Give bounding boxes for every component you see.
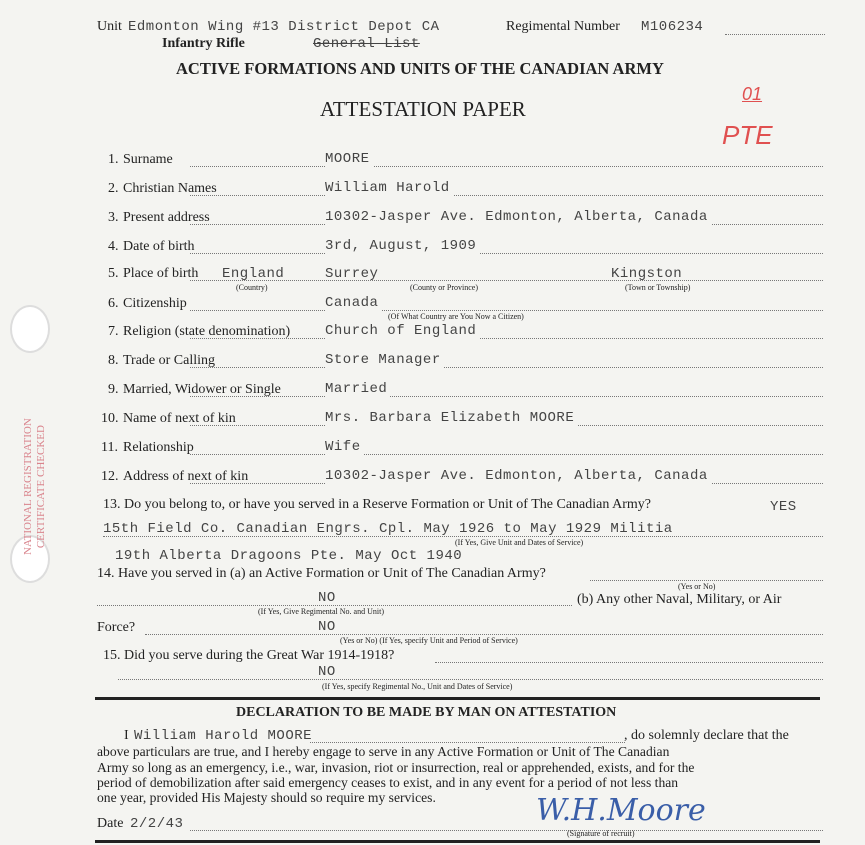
form-subtitle: ACTIVE FORMATIONS AND UNITS OF THE CANADIAN ARMY: [176, 59, 664, 78]
field-number: 2.: [108, 181, 119, 196]
q15-text: 15. Did you serve during the Great War 1914-1918?: [103, 648, 395, 663]
field-value-10: Mrs. Barbara Elizabeth MOORE: [325, 410, 577, 426]
field-label-6: Citizenship: [123, 296, 187, 311]
field-label-12: Address of next of kin: [123, 469, 249, 484]
birth-town: Kingston: [611, 266, 683, 282]
registration-stamp: NATIONAL REGISTRATION CERTIFICATE CHECKED: [22, 418, 47, 555]
red-annotation-rank: PTE: [722, 120, 773, 150]
q13-detail-2: 19th Alberta Dragoons Pte. May Oct 1940: [115, 548, 463, 564]
field-value-9: Married: [325, 381, 390, 397]
q14-text: 14. Have you served in (a) an Active Formation or Unit of The Canadian Army?: [97, 566, 546, 581]
punch-hole: [10, 305, 50, 353]
red-annotation-top: 01: [742, 84, 763, 104]
field-value-7: Church of England: [325, 323, 479, 339]
q14a-hint: (If Yes, Give Regimental No. and Unit): [258, 607, 384, 616]
infantry-note: Infantry Rifle: [162, 36, 245, 51]
declaration-name: William Harold MOORE: [134, 728, 313, 744]
field-label-4: Date of birth: [123, 239, 195, 254]
field-number: 12.: [101, 469, 119, 484]
field-number: 4.: [108, 239, 119, 254]
q14-force-label: Force?: [97, 620, 136, 635]
unit-label: Unit: [97, 19, 122, 34]
declaration-text-2: above particulars are true, and I hereby engage to serve in any Active Formation or Unit of The Canadian: [97, 744, 670, 759]
field-number: 7.: [108, 324, 119, 339]
declaration-text-5: one year, provided His Majesty should so require my services.: [97, 790, 436, 805]
q14b-answer: NO: [318, 619, 336, 635]
birth-country: England: [222, 266, 285, 282]
field-label-7: Religion (state denomination): [123, 324, 291, 339]
field-label-2: Christian Names: [123, 181, 217, 196]
town-hint: (Town or Township): [625, 283, 691, 292]
q15-hint: (If Yes, specify Regimental No., Unit and Dates of Service): [322, 682, 513, 691]
field-number: 1.: [108, 152, 119, 167]
field-label-8: Trade or Calling: [123, 353, 216, 368]
declaration-text-1: , do solemnly declare that the: [624, 728, 789, 743]
recruit-signature: W.H.Moore: [536, 793, 706, 828]
field-label-5: Place of birth: [123, 266, 199, 281]
field-number: 9.: [108, 382, 119, 397]
field-label-10: Name of next of kin: [123, 411, 236, 426]
q14b-hint: (Yes or No) (If Yes, specify Unit and Period of Service): [340, 636, 518, 645]
struck-general-list: General List: [313, 36, 420, 52]
q13-hint: (If Yes, Give Unit and Dates of Service): [455, 538, 584, 547]
signature-hint: (Signature of recruit): [567, 829, 635, 838]
declaration-i: I: [124, 728, 129, 743]
field-number: 11.: [101, 440, 118, 455]
field-number: 8.: [108, 353, 119, 368]
field-value-6: Canada: [325, 295, 381, 311]
field-value-3: 10302-Jasper Ave. Edmonton, Alberta, Canada: [325, 209, 711, 225]
county-hint: (County or Province): [410, 283, 478, 292]
regimental-number-value: M106234: [641, 19, 704, 35]
q15-answer: NO: [318, 664, 336, 680]
field-value-2: William Harold: [325, 180, 453, 196]
divider: [95, 697, 820, 700]
birth-county: Surrey: [325, 266, 379, 282]
declaration-title: DECLARATION TO BE MADE BY MAN ON ATTESTATION: [236, 705, 617, 720]
q14b-text: (b) Any other Naval, Military, or Air: [577, 592, 782, 607]
field-label-1: Surname: [123, 152, 173, 167]
date-label: Date: [97, 816, 124, 831]
field-value-4: 3rd, August, 1909: [325, 238, 479, 254]
field-value-8: Store Manager: [325, 352, 444, 368]
date-value: 2/2/43: [130, 816, 184, 832]
q14-yesno-hint: (Yes or No): [678, 582, 716, 591]
field-number: 6.: [108, 296, 119, 311]
q13-text: 13. Do you belong to, or have you served in a Reserve Formation or Unit of The Canadian Army?: [103, 497, 651, 512]
q13-answer: YES: [770, 499, 797, 515]
declaration-text-3: Army so long as an emergency, i.e., war, invasion, riot or insurrection, real or apprehended, exists, and for the: [97, 760, 695, 775]
field-number: 5.: [108, 266, 119, 281]
field-value-11: Wife: [325, 439, 364, 455]
citizenship-hint: (Of What Country are You Now a Citizen): [388, 312, 524, 321]
regimental-number-label: Regimental Number: [506, 19, 620, 34]
unit-value: Edmonton Wing #13 District Depot CA: [128, 19, 440, 35]
declaration-text-4: period of demobilization after said emergency ceases to exist, and in any event for a period of not less than: [97, 775, 679, 790]
field-label-9: Married, Widower or Single: [123, 382, 281, 397]
divider: [95, 840, 820, 843]
field-value-12: 10302-Jasper Ave. Edmonton, Alberta, Canada: [325, 468, 711, 484]
q13-detail-1: 15th Field Co. Canadian Engrs. Cpl. May 1926 to May 1929 Militia: [103, 521, 673, 537]
country-hint: (Country): [236, 283, 268, 292]
q14a-answer: NO: [318, 590, 336, 606]
field-label-11: Relationship: [123, 440, 194, 455]
field-number: 3.: [108, 210, 119, 225]
field-number: 10.: [101, 411, 119, 426]
field-label-3: Present address: [123, 210, 210, 225]
form-title: ATTESTATION PAPER: [320, 97, 526, 121]
field-value-1: MOORE: [325, 151, 373, 167]
